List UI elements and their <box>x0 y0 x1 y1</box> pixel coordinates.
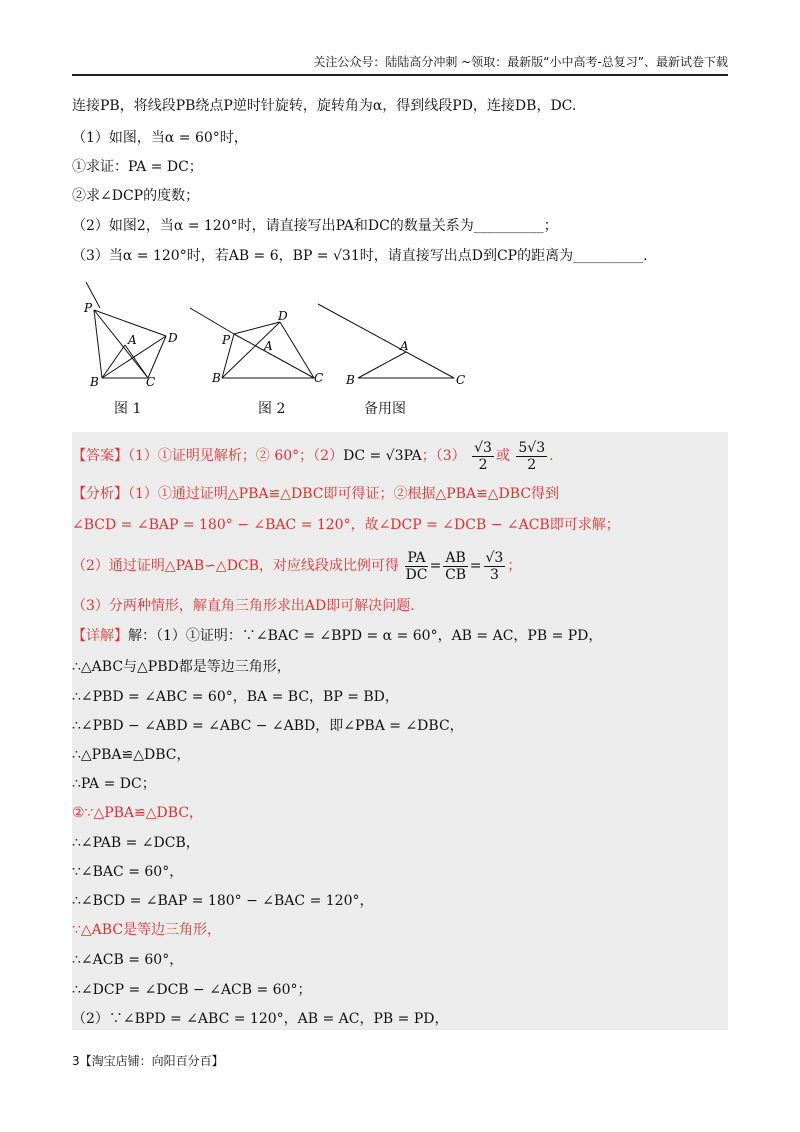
answer-fraction-1 <box>472 440 494 473</box>
ratio1-num: PA <box>407 549 426 566</box>
frac1-den: 2 <box>478 456 488 473</box>
answer-fraction-2 <box>516 440 547 473</box>
question-intro: 连接PB，将线段PB绕点P逆时针旋转，旋转角为α，得到线段PD，连接DB，DC. <box>72 98 577 114</box>
answer-end: . <box>549 448 554 464</box>
frac1-num: √3 <box>474 439 492 456</box>
question-part2: （2）如图2，当α = 120°时，请直接写出PA和DC的数量关系为__________； <box>72 218 558 234</box>
ratio-ab-cb <box>443 550 467 583</box>
figure-1 <box>80 282 190 392</box>
svg-text:C: C <box>456 373 466 387</box>
ratio3-den: 3 <box>489 566 499 583</box>
detail-line-6: ∴PA = DC； <box>72 776 156 792</box>
ratio3-num: √3 <box>485 549 504 566</box>
ratio2-den: CB <box>445 566 467 583</box>
svg-text:B: B <box>346 373 355 387</box>
ratio-pa-dc <box>405 550 427 583</box>
analysis-line-2: ∠BCD = ∠BAP = 180° − ∠BAC = 120°，故∠DCP = ∠DCB − ∠ACB即可求解； <box>72 517 620 533</box>
question-part1a: ①求证：PA = DC； <box>72 159 203 175</box>
answer-text-a: （1）①证明见解析；② 60°；（2） <box>128 448 344 464</box>
detail-line-2: ∴△ABC与△PBD都是等边三角形， <box>72 659 291 675</box>
analysis-tag: 【分析】 <box>72 486 128 502</box>
detail-line-1 <box>72 626 602 646</box>
svg-text:C: C <box>146 375 156 389</box>
answer-text-c: ；（3） <box>421 448 466 464</box>
ratio1-den: DC <box>405 566 428 583</box>
frac2-den: 2 <box>527 456 537 473</box>
ratio2-num: AB <box>445 549 466 566</box>
page-header: 关注公众号：陆陆高分冲刺 ~领取：最新版“小中高考-总复习”、最新试卷下载 <box>72 54 728 76</box>
detail-tag: 【详解】 <box>72 628 128 644</box>
question-part1: （1）如图，当α = 60°时， <box>72 130 248 146</box>
detail-line-9: ∵∠BAC = 60°， <box>72 864 184 880</box>
detail-line-11: ∵△ABC是等边三角形， <box>72 922 222 938</box>
answer-line <box>72 438 554 476</box>
figure-spare-label: 备用图 <box>364 401 406 417</box>
detail-line-12: ∴∠ACB = 60°， <box>72 952 184 968</box>
detail-text-1: 解：（1）①证明：∵∠BAC = ∠BPD = α = 60°，AB = AC，PB = PD， <box>128 628 603 644</box>
ratio-eq-1: = <box>429 558 442 574</box>
question-part1b: ②求∠DCP的度数； <box>72 188 200 204</box>
analysis-line-4: （3）分两种情形，解直角三角形求出AD即可解决问题. <box>72 598 415 614</box>
svg-text:B: B <box>212 371 221 385</box>
analysis-line-3 <box>72 548 521 586</box>
analysis-text-1: （1）①通过证明△PBA≌△DBC即可得证；②根据△PBA≌△DBC得到 <box>128 486 560 502</box>
ratio-eq-2: = <box>469 558 482 574</box>
answer-tag: 【答案】 <box>72 448 128 464</box>
svg-text:D: D <box>168 331 178 345</box>
detail-line-10: ∴∠BCD = ∠BAP = 180° − ∠BAC = 120°， <box>72 893 374 909</box>
detail-line-7: ②∵△PBA≌△DBC， <box>72 805 204 821</box>
svg-text:P: P <box>84 301 93 315</box>
answer-or: 或 <box>495 448 510 464</box>
svg-text:B: B <box>90 375 99 389</box>
detail-line-13: ∴∠DCP = ∠DCB − ∠ACB = 60°； <box>72 982 312 998</box>
detail-line-8: ∴∠PAB = ∠DCB， <box>72 835 200 851</box>
analysis-text-3: （2）通过证明△PAB∽△DCB，对应线段成比例可得 <box>72 558 399 574</box>
figure-2-label: 图 2 <box>258 401 286 417</box>
svg-text:A: A <box>128 333 137 347</box>
page-footer: 3【淘宝店铺：向阳百分百】 <box>72 1054 224 1068</box>
frac2-num: 5√3 <box>518 439 546 456</box>
figure-spare <box>318 300 468 390</box>
ratio-sqrt3-3 <box>484 550 506 583</box>
detail-line-14: （2）∵∠BPD = ∠ABC = 120°，AB = AC，PB = PD， <box>72 1011 449 1027</box>
svg-text:A: A <box>400 339 409 353</box>
svg-text:D: D <box>278 309 288 323</box>
svg-text:A: A <box>264 339 273 353</box>
analysis-line-1 <box>72 484 559 504</box>
answer-text-b: DC = √3PA <box>343 448 422 464</box>
detail-line-3: ∴∠PBD = ∠ABC = 60°，BA = BC，BP = BD， <box>72 689 399 705</box>
detail-line-5: ∴△PBA≌△DBC， <box>72 747 191 763</box>
detail-line-4: ∴∠PBD − ∠ABD = ∠ABC − ∠ABD，即∠PBA = ∠DBC， <box>72 718 464 734</box>
question-part3: （3）当α = 120°时，若AB = 6，BP = √31时，请直接写出点D到CP的距离为__________. <box>72 248 648 264</box>
analysis-end-3: ； <box>507 558 522 574</box>
svg-text:C: C <box>314 371 324 385</box>
figure-2 <box>186 300 326 395</box>
figure-1-label: 图 1 <box>114 401 142 417</box>
svg-text:P: P <box>222 333 231 347</box>
